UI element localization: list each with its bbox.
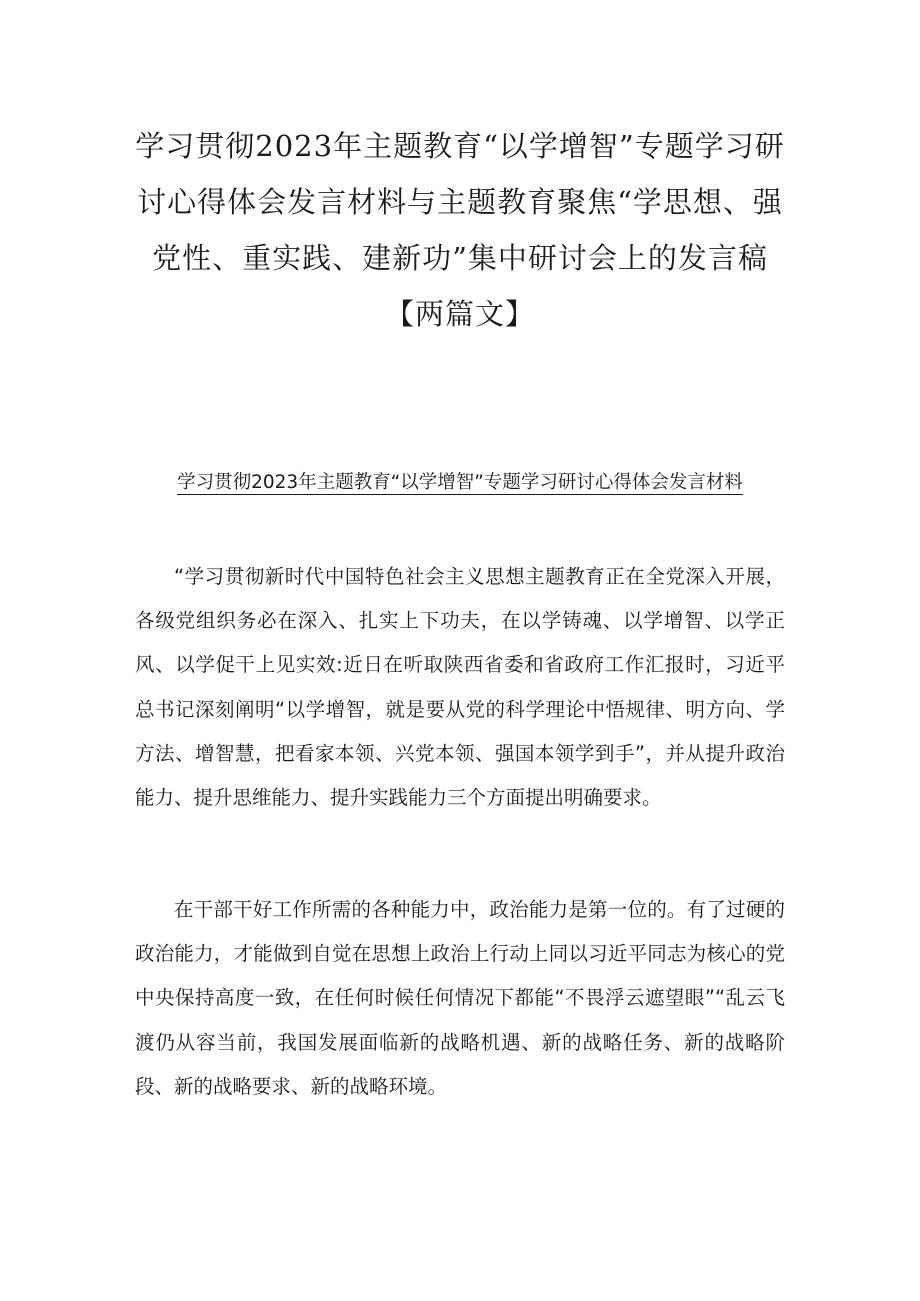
section-title: 学习贯彻2023年主题教育“以学增智”专题学习研讨心得体会发言材料 <box>177 472 743 493</box>
body-paragraph-1: “学习贯彻新时代中国特色社会主义思想主题教育正在全党深入开展，各级党组织务必在深入、扎实上下功夫，在以学铸魂、以学增智、以学正风、以学促干上见实效:近日在听取陕西省委和省政府工作汇报时，习近平总书记深刻阐明“以学增智，就是要从党的科学理论中悟规律、明方向、学方法、增智慧，把看家本领、兴党本领、强国本领学到手”，并从提升政治能力、提升思维能力、提升实践能力三个方面提出明确要求。 <box>135 565 785 810</box>
body-paragraph-2: 在干部干好工作所需的各种能力中，政治能力是第一位的。有了过硬的政治能力，才能做到自觉在思想上政治上行动上同以习近平同志为核心的党中央保持高度一致，在任何时候任何情况下都能“不畏浮云遮望眼”“乱云飞渡仍从容当前，我国发展面临新的战略机遇、新的战略任务、新的战略阶段、新的战略要求、新的战略环境。 <box>135 898 785 1098</box>
document-main-title: 学习贯彻2023年主题教育“以学增智”专题学习研讨心得体会发言材料与主题教育聚焦“学思想、强党性、重实践、建新功”集中研讨会上的发言稿【两篇文】 <box>135 129 785 331</box>
